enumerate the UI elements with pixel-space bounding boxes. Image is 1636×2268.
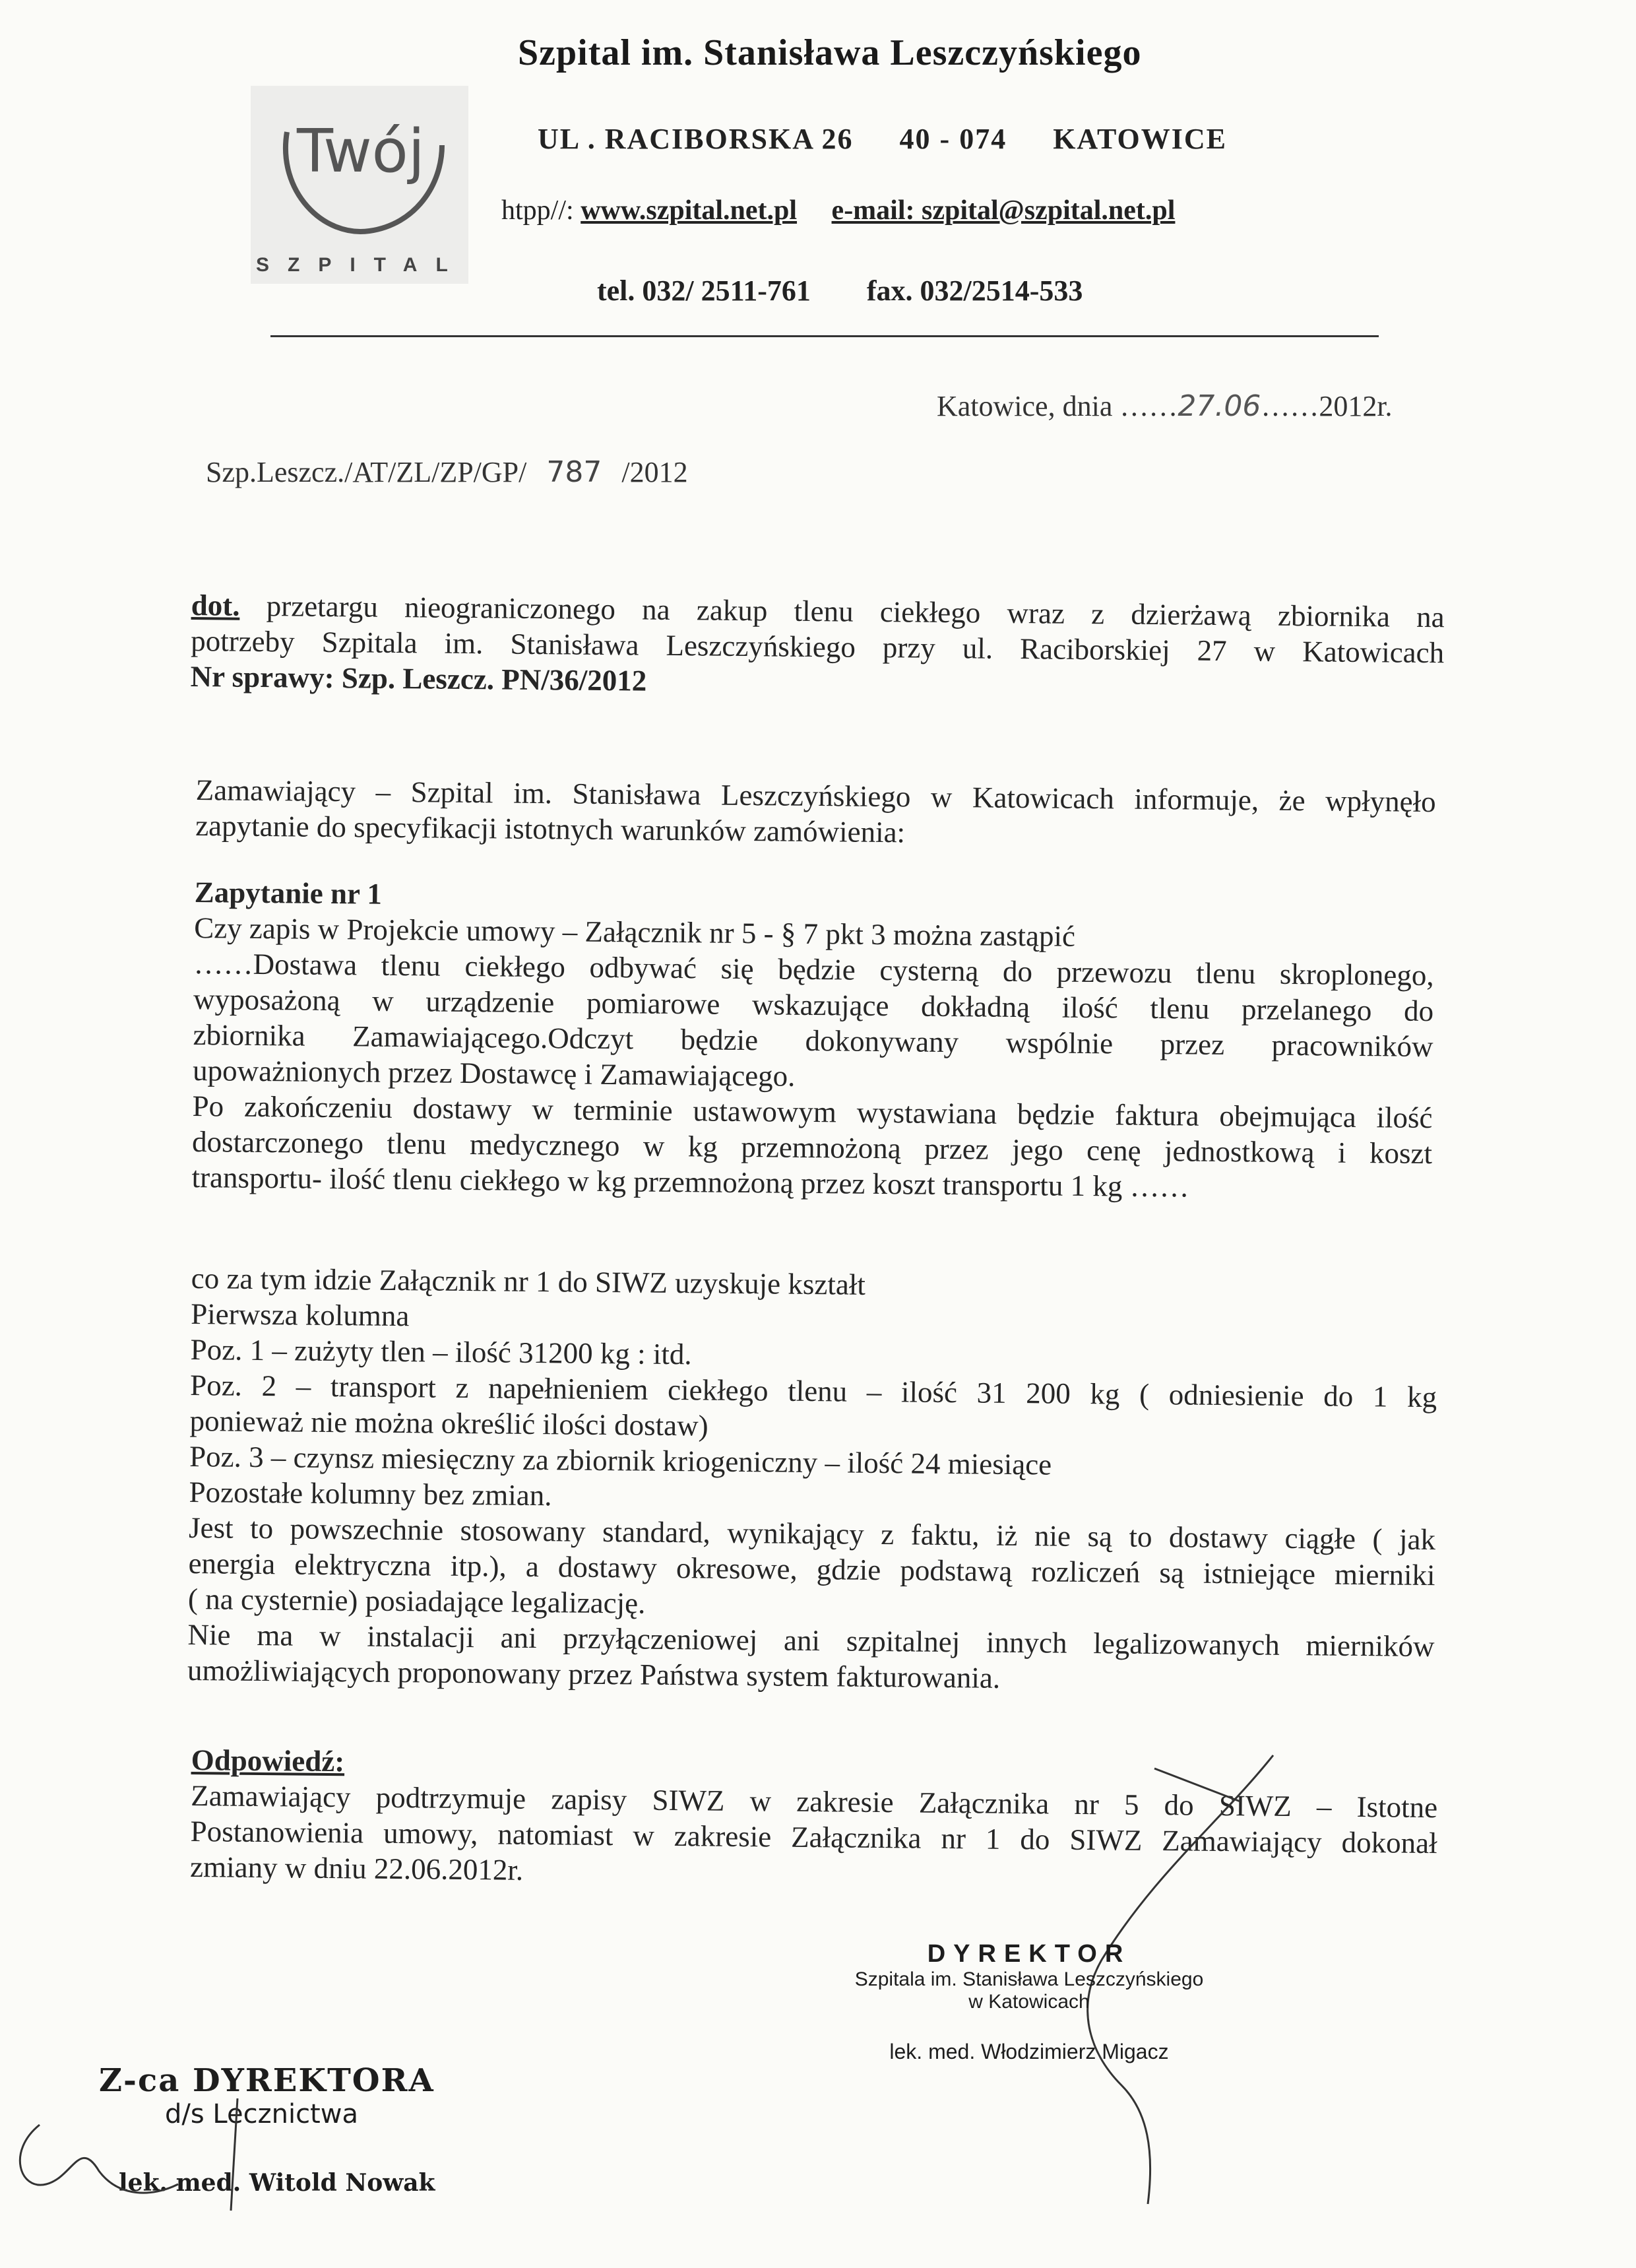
question-line: Poz. 1 – zużyty tlen – ilość 31200 kg : itd. <box>190 1332 692 1371</box>
subject-block <box>190 587 1444 706</box>
director-name: lek. med. Włodzimierz Migacz <box>889 2040 1169 2063</box>
question-line: ……Dostawa tlenu ciekłego odbywać się będzie cysterną do przewozu tlenu skroplonego, <box>193 946 1434 992</box>
answer-line: Postanowienia umowy, natomiast w zakresie Załącznika nr 1 do SIWZ Zamawiający dokonał <box>190 1814 1437 1860</box>
telephone: tel. 032/ 2511-761 <box>597 275 811 307</box>
question-line: ( na cysternie) posiadające legalizację. <box>187 1582 646 1620</box>
question-line: Nie ma w instalacji ani przyłączeniowej ani szpitalnej innych legalizowanych mierników <box>187 1617 1435 1664</box>
logo-mark: Twój <box>297 117 425 186</box>
deputy-signature <box>0 2098 369 2217</box>
question-line: Po zakończeniu dostawy w terminie ustawowym wystawiana będzie faktura obejmująca ilość <box>192 1089 1433 1135</box>
question-line: Jest to powszechnie stosowany standard, wynikający z faktu, iż nie są to dostawy ciągłe ( jak <box>188 1510 1436 1557</box>
director-stamp-line-2: w Katowicach <box>968 1991 1090 2013</box>
answer-line: Zamawiający podtrzymuje zapisy SIWZ w zakresie Załącznika nr 5 do SIWZ – Istotne <box>190 1778 1438 1825</box>
intro-block <box>195 772 1436 855</box>
ref-suffix: /2012 <box>621 456 688 488</box>
email-link[interactable]: e-mail: szpital@szpital.net.pl <box>831 195 1176 226</box>
case-number: Nr sprawy: Szp. Leszcz. PN/36/2012 <box>190 659 647 697</box>
deputy-department: d/s Lecznictwa <box>165 2099 358 2129</box>
subject-line-1: przetargu nieograniczonego na zakup tlenu ciekłego wraz z dzierżawą zbiornika na <box>266 589 1445 634</box>
deputy-name: lek. med. Witold Nowak <box>119 2169 435 2197</box>
intro-line-1: Zamawiający – Szpital im. Stanisława Leszczyńskiego w Katowicach informuje, że wpłynęło <box>195 773 1436 819</box>
subject-label: dot. <box>191 588 240 622</box>
question-line: Pozostałe kolumny bez zmian. <box>189 1475 552 1512</box>
deputy-title: Z-ca DYREKTORA <box>99 2062 435 2099</box>
question-line: upoważnionych przez Dostawcę i Zamawiającego. <box>192 1053 796 1093</box>
question-line: Poz. 3 – czynsz miesięczny za zbiornik kriogeniczny – ilość 24 miesiące <box>189 1439 1052 1481</box>
contact-line <box>597 274 1139 308</box>
director-title: DYREKTOR <box>927 1940 1131 1968</box>
street: UL . RACIBORSKA 26 <box>538 123 854 155</box>
reference-number <box>206 455 688 489</box>
question-line: transportu- ilość tlenu ciekłego w kg przemnożoną przez koszt transportu 1 kg …… <box>191 1160 1189 1204</box>
question-line: ponieważ nie można określić ilości dostaw) <box>189 1404 708 1442</box>
intro-line-2: zapytanie do specyfikacji istotnych warunków zamówienia: <box>195 808 906 849</box>
hospital-name: Szpital im. Stanisława Leszczyńskiego <box>518 32 1142 73</box>
city: KATOWICE <box>1053 123 1227 155</box>
ref-handwritten: 787 <box>546 455 602 489</box>
header-divider <box>270 335 1379 337</box>
logo-word: SZPITAL <box>256 254 466 276</box>
question-line: wyposażoną w urządzenie pomiarowe wskazujące dokładną ilość tlenu przelanego do <box>193 982 1434 1028</box>
answer-line: zmiany w dniu 22.06.2012r. <box>189 1850 524 1887</box>
question-line: umożliwiających proponowany przez Państwa system fakturowania. <box>187 1653 1001 1695</box>
director-stamp-line-1: Szpitala im. Stanisława Leszczyńskiego <box>854 1968 1204 1990</box>
fax: fax. 032/2514-533 <box>866 275 1083 307</box>
ref-prefix: Szp.Leszcz./AT/ZL/ZP/GP/ <box>206 456 527 488</box>
answer-title: Odpowiedź: <box>191 1743 345 1778</box>
question-block <box>191 874 1435 1207</box>
director-stamp <box>844 1940 1214 2064</box>
date-handwritten: 27.06 <box>1178 389 1261 423</box>
question-title: Zapytanie nr 1 <box>194 875 383 911</box>
question-line: energia elektryczna itp.), a dostawy okresowe, gdzie podstawą rozliczeń są istniejące mierniki <box>188 1546 1435 1592</box>
question-line: Pierwsza kolumna <box>190 1297 410 1333</box>
web-prefix: htpp//: <box>501 195 574 226</box>
question-line: Poz. 2 – transport z napełnieniem ciekłego tlenu – ilość 31 200 kg ( odniesienie do 1 kg <box>189 1368 1437 1414</box>
question-line: Czy zapis w Projekcie umowy – Załącznik nr 5 - § 7 pkt 3 można zastąpić <box>193 911 1076 953</box>
question-line: zbiornika Zamawiającego.Odczyt będzie dokonywany wspólnie przez pracowników <box>193 1018 1433 1064</box>
web-line <box>501 195 1175 226</box>
postal-code: 40 - 074 <box>899 123 1007 155</box>
letter-date: Katowice, dnia ……27.06……2012r. <box>937 389 1393 423</box>
question-line: dostarczonego tlenu medycznego w kg przemnożoną przez jego cenę jednostkową i koszt <box>191 1124 1433 1171</box>
date-prefix: Katowice, dnia <box>937 390 1113 422</box>
subject-line-2: potrzeby Szpitala im. Stanisława Leszczyńskiego przy ul. Raciborskiej 27 w Katowicach <box>190 624 1445 670</box>
website-link[interactable]: www.szpital.net.pl <box>581 195 798 226</box>
hospital-address <box>538 122 1273 156</box>
date-suffix: 2012r. <box>1319 390 1393 422</box>
question-continuation <box>187 1260 1438 1700</box>
question-line: co za tym idzie Załącznik nr 1 do SIWZ uzyskuje kształt <box>191 1261 866 1301</box>
